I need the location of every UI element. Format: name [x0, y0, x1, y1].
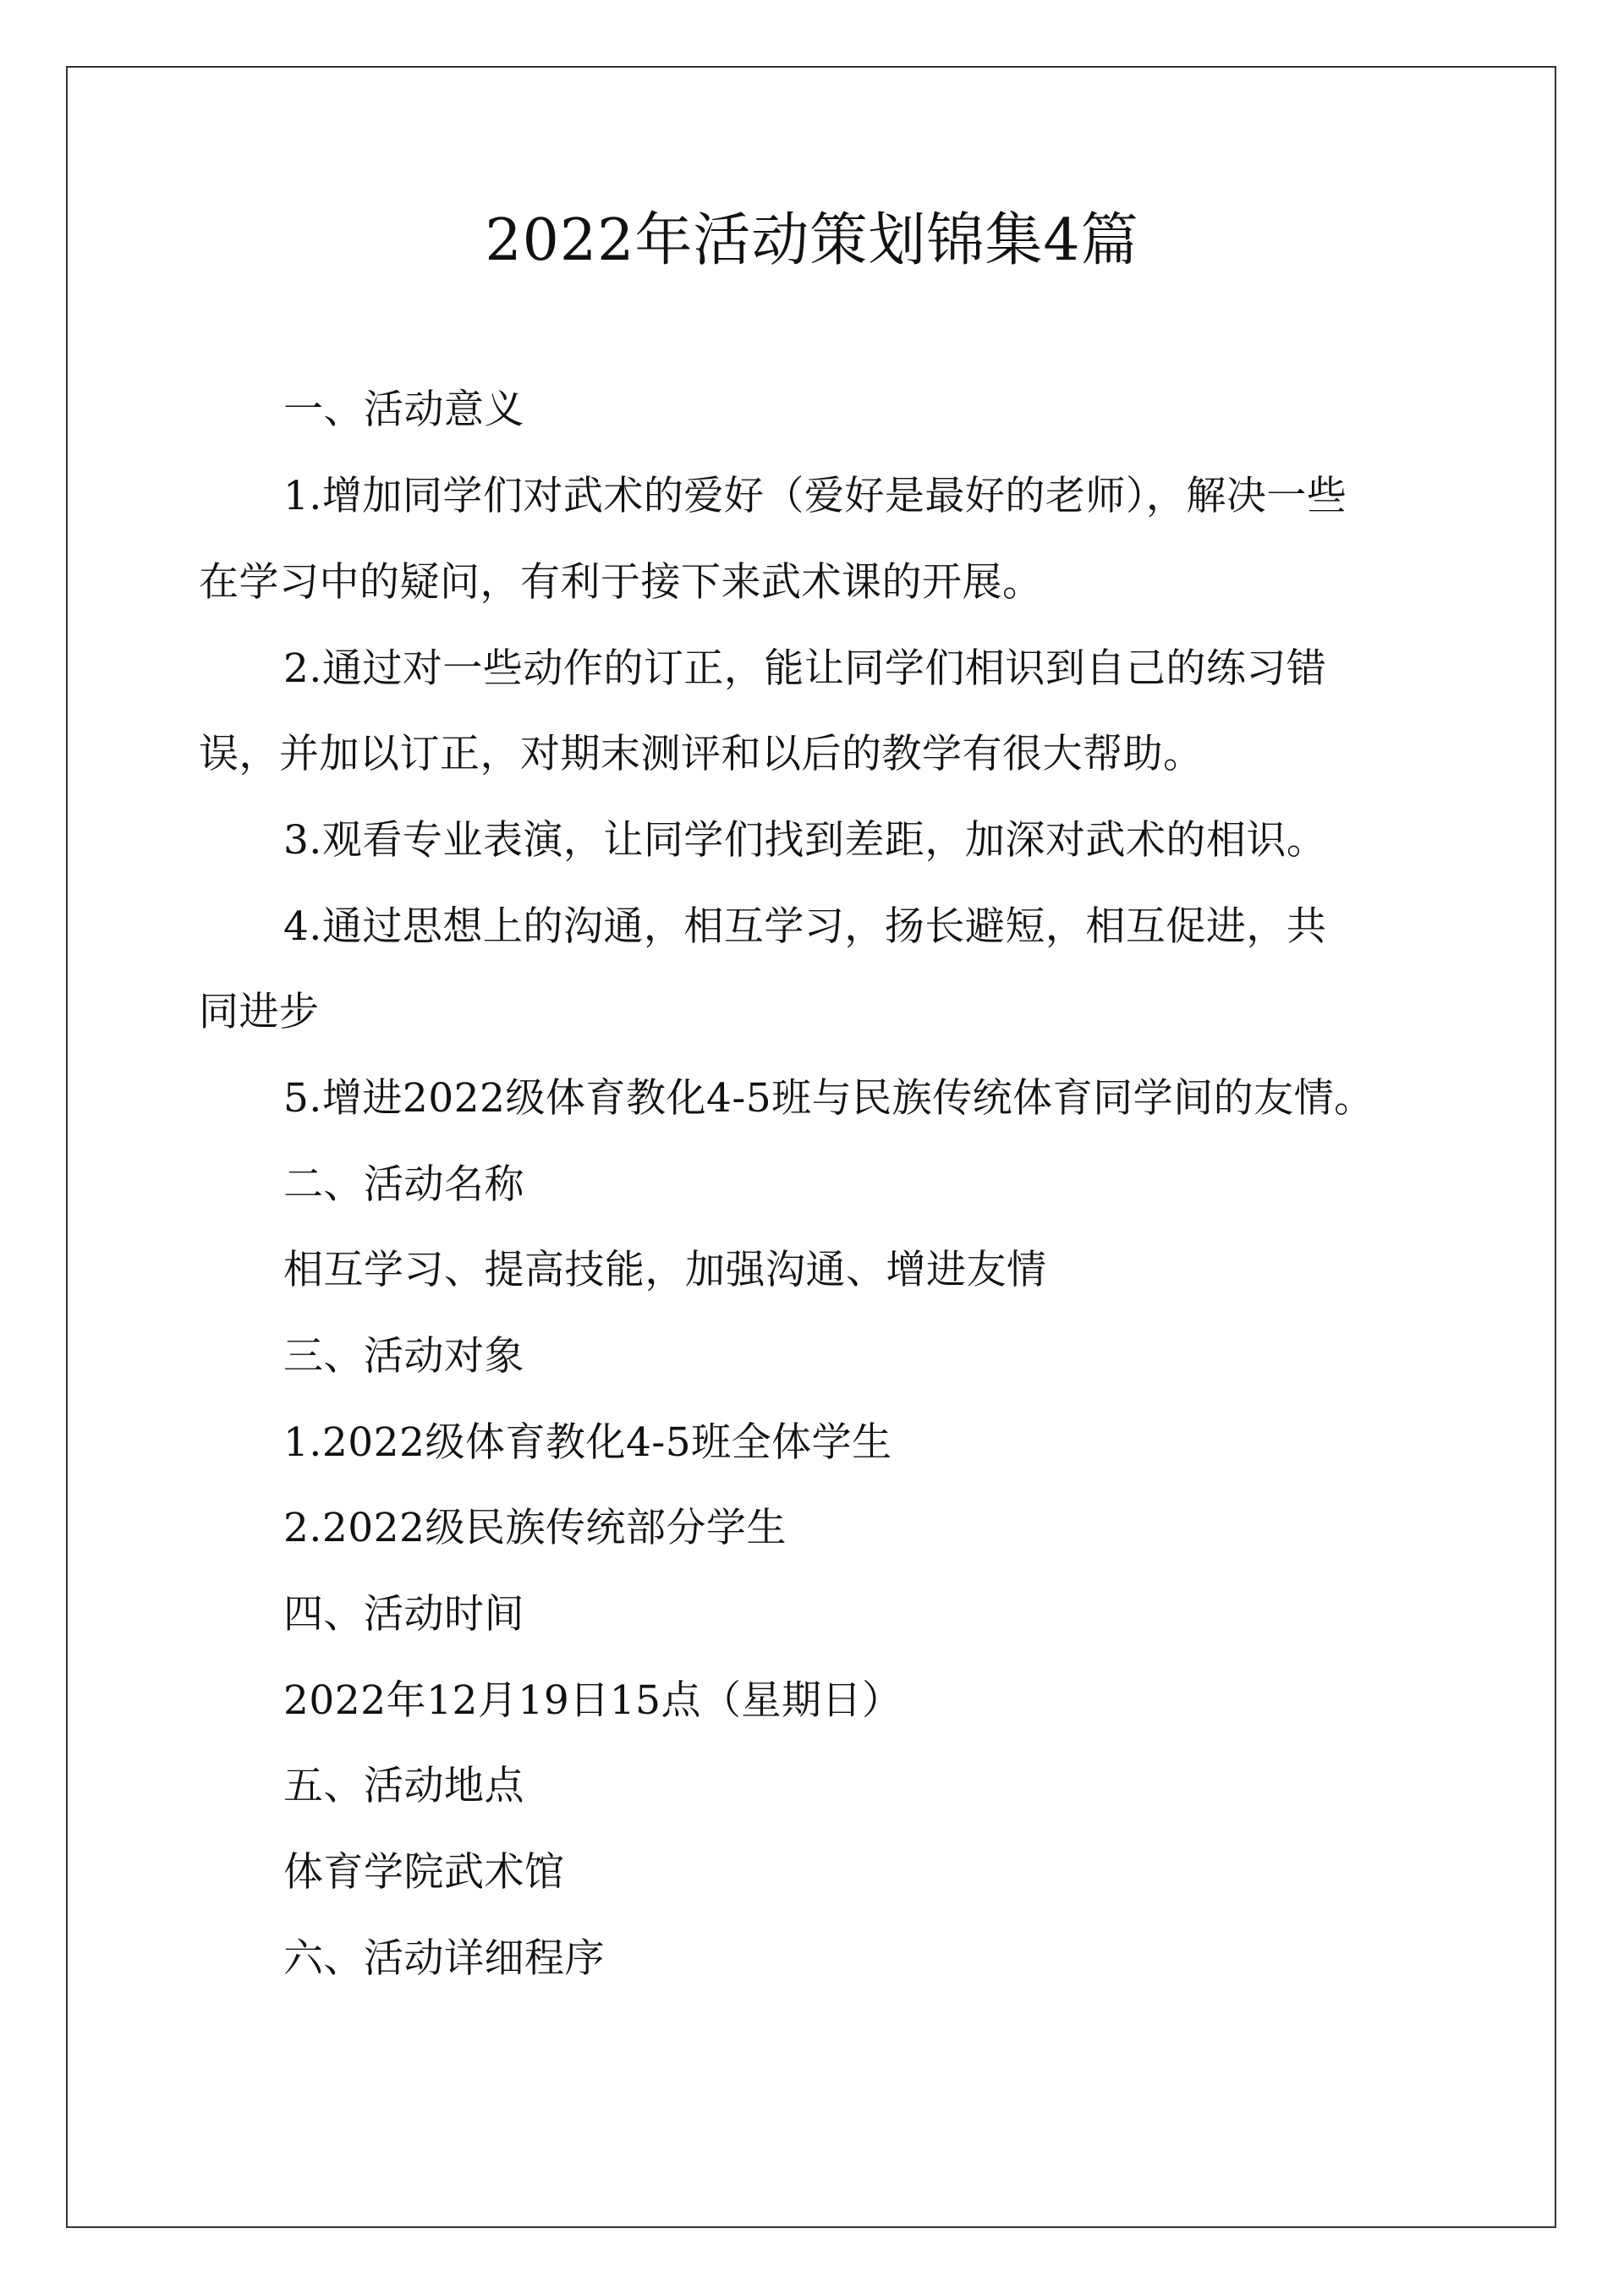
- section-heading-significance: 一、活动意义: [283, 387, 524, 433]
- paragraph-line: 3.观看专业表演，让同学们找到差距，加深对武术的相识。: [283, 817, 1327, 864]
- paragraph-line: 误，并加以订正，对期末测评和以后的教学有很大帮助。: [199, 731, 1204, 777]
- paragraph-line: 2.2022级民族传统部分学生: [283, 1505, 787, 1551]
- paragraph-line: 同进步: [199, 989, 320, 1035]
- document-title: 2022年活动策划锦集4篇: [485, 207, 1139, 274]
- section-heading-time: 四、活动时间: [283, 1591, 524, 1638]
- section-heading-location: 五、活动地点: [283, 1763, 524, 1809]
- section-heading-name: 二、活动名称: [283, 1161, 524, 1208]
- paragraph-line: 1.增加同学们对武术的爱好（爱好是最好的老师），解决一些: [283, 473, 1347, 519]
- paragraph-line: 2.通过对一些动作的订正，能让同学们相识到自己的练习错: [283, 645, 1327, 692]
- paragraph-line: 2022年12月19日15点（星期日）: [283, 1677, 903, 1724]
- paragraph-line: 4.通过思想上的沟通，相互学习，扬长避短，相互促进，共: [283, 903, 1327, 950]
- paragraph-line: 1.2022级体育教化4-5班全体学生: [283, 1419, 892, 1466]
- section-heading-participants: 三、活动对象: [283, 1333, 524, 1380]
- paragraph-line: 在学习中的疑问，有利于接下来武术课的开展。: [199, 559, 1043, 606]
- paragraph-line: 5.增进2022级体育教化4-5班与民族传统体育同学间的友情。: [283, 1075, 1374, 1122]
- paragraph-line: 相互学习、提高技能，加强沟通、增进友情: [283, 1247, 1047, 1293]
- section-heading-procedure: 六、活动详细程序: [283, 1935, 605, 1982]
- paragraph-line: 体育学院武术馆: [283, 1849, 565, 1896]
